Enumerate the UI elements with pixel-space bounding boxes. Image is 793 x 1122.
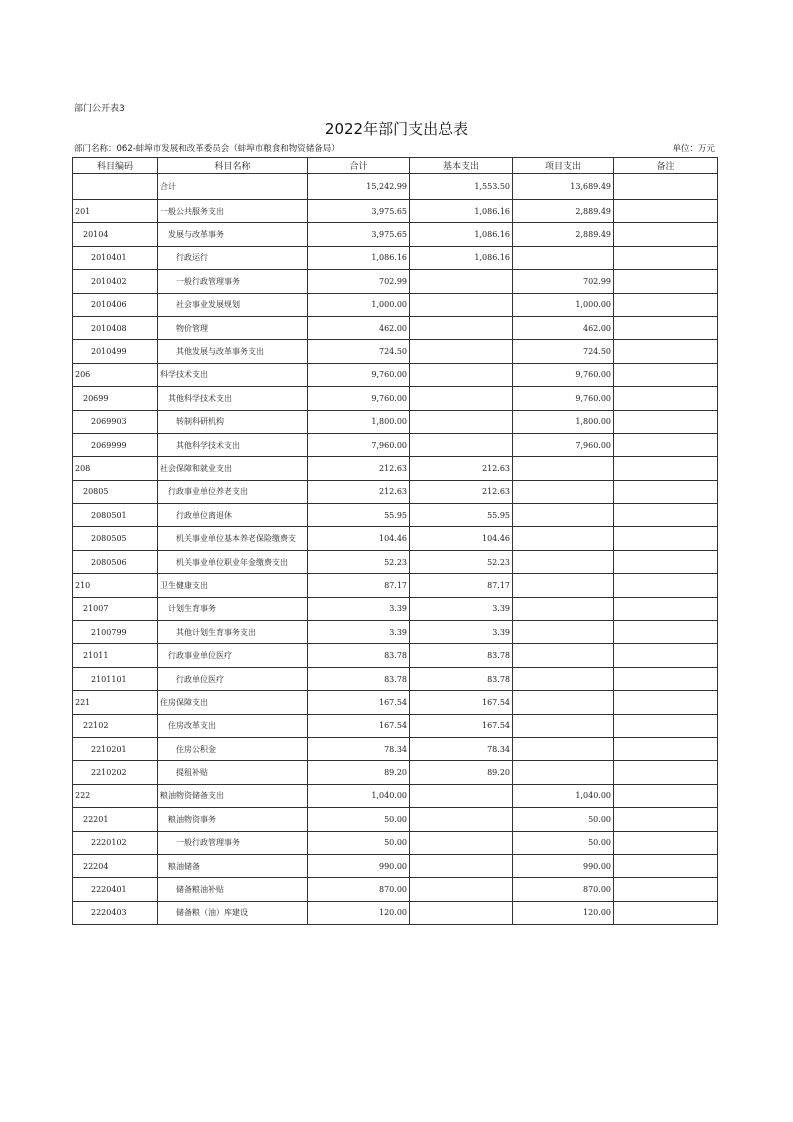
cell-total: 212.63 bbox=[308, 480, 410, 503]
cell-note bbox=[614, 667, 718, 690]
cell-basic: 78.34 bbox=[410, 737, 513, 760]
cell-basic bbox=[410, 316, 513, 339]
cell-note bbox=[614, 223, 718, 246]
cell-code: 206 bbox=[73, 363, 158, 386]
header-note: 备注 bbox=[614, 158, 718, 174]
cell-project bbox=[513, 667, 614, 690]
cell-total: 3.39 bbox=[308, 621, 410, 644]
cell-name: 其他计划生育事务支出 bbox=[158, 621, 308, 644]
cell-note bbox=[614, 808, 718, 831]
header-total: 合计 bbox=[308, 158, 410, 174]
cell-code: 21007 bbox=[73, 597, 158, 620]
cell-code: 2080505 bbox=[73, 527, 158, 550]
cell-total: 50.00 bbox=[308, 831, 410, 854]
cell-code: 2010402 bbox=[73, 270, 158, 293]
table-row bbox=[73, 246, 718, 269]
cell-name: 一般公共服务支出 bbox=[158, 200, 308, 223]
header-project: 项目支出 bbox=[513, 158, 614, 174]
cell-total: 9,760.00 bbox=[308, 363, 410, 386]
cell-note bbox=[614, 433, 718, 456]
table-row bbox=[73, 270, 718, 293]
cell-code: 208 bbox=[73, 457, 158, 480]
table-row bbox=[73, 878, 718, 901]
cell-note bbox=[614, 550, 718, 573]
cell-basic bbox=[410, 387, 513, 410]
table-row bbox=[73, 901, 718, 924]
cell-code: 2220401 bbox=[73, 878, 158, 901]
cell-note bbox=[614, 901, 718, 924]
cell-code: 2010499 bbox=[73, 340, 158, 363]
cell-project: 702.99 bbox=[513, 270, 614, 293]
cell-name: 储备粮（油）库建设 bbox=[158, 901, 308, 924]
cell-code: 2100799 bbox=[73, 621, 158, 644]
cell-total: 724.50 bbox=[308, 340, 410, 363]
cell-code: 22102 bbox=[73, 714, 158, 737]
cell-total: 15,242.99 bbox=[308, 174, 410, 200]
cell-name: 一般行政管理事务 bbox=[158, 270, 308, 293]
header-basic: 基本支出 bbox=[410, 158, 513, 174]
cell-note bbox=[614, 714, 718, 737]
table-row bbox=[73, 667, 718, 690]
cell-project: 13,689.49 bbox=[513, 174, 614, 200]
cell-name: 住房保障支出 bbox=[158, 691, 308, 714]
cell-total: 990.00 bbox=[308, 854, 410, 877]
cell-project: 724.50 bbox=[513, 340, 614, 363]
cell-project: 1,800.00 bbox=[513, 410, 614, 433]
cell-project bbox=[513, 480, 614, 503]
cell-code bbox=[73, 174, 158, 200]
cell-total: 3.39 bbox=[308, 597, 410, 620]
cell-total: 1,086.16 bbox=[308, 246, 410, 269]
cell-total: 9,760.00 bbox=[308, 387, 410, 410]
cell-project bbox=[513, 737, 614, 760]
cell-basic: 1,553.50 bbox=[410, 174, 513, 200]
cell-total: 1,040.00 bbox=[308, 784, 410, 807]
cell-basic: 212.63 bbox=[410, 457, 513, 480]
cell-project bbox=[513, 246, 614, 269]
cell-basic: 212.63 bbox=[410, 480, 513, 503]
table-row bbox=[73, 644, 718, 667]
cell-code: 2220102 bbox=[73, 831, 158, 854]
table-row bbox=[73, 410, 718, 433]
cell-total: 78.34 bbox=[308, 737, 410, 760]
cell-name: 卫生健康支出 bbox=[158, 574, 308, 597]
cell-total: 83.78 bbox=[308, 667, 410, 690]
cell-note bbox=[614, 340, 718, 363]
table-row bbox=[73, 574, 718, 597]
cell-basic: 3.39 bbox=[410, 621, 513, 644]
cell-name: 物价管理 bbox=[158, 316, 308, 339]
cell-basic bbox=[410, 901, 513, 924]
cell-note bbox=[614, 363, 718, 386]
table-row bbox=[73, 223, 718, 246]
department-name: 部门名称：062-蚌埠市发展和改革委员会（蚌埠市粮食和物资储备局） bbox=[74, 144, 340, 154]
cell-code: 2080506 bbox=[73, 550, 158, 573]
cell-project bbox=[513, 761, 614, 784]
cell-project bbox=[513, 691, 614, 714]
cell-total: 462.00 bbox=[308, 316, 410, 339]
header-name: 科目名称 bbox=[158, 158, 308, 174]
table-row bbox=[73, 831, 718, 854]
cell-name: 住房公积金 bbox=[158, 737, 308, 760]
cell-code: 2210201 bbox=[73, 737, 158, 760]
cell-project: 50.00 bbox=[513, 808, 614, 831]
cell-note bbox=[614, 574, 718, 597]
page-title: 2022年部门支出总表 bbox=[324, 120, 469, 138]
cell-name: 行政单位医疗 bbox=[158, 667, 308, 690]
table-row bbox=[73, 293, 718, 316]
cell-total: 104.46 bbox=[308, 527, 410, 550]
cell-name: 行政单位离退休 bbox=[158, 504, 308, 527]
cell-note bbox=[614, 504, 718, 527]
cell-code: 2069999 bbox=[73, 433, 158, 456]
table-row bbox=[73, 691, 718, 714]
cell-code: 2080501 bbox=[73, 504, 158, 527]
cell-note bbox=[614, 246, 718, 269]
table-header-row bbox=[73, 158, 718, 174]
cell-project: 1,040.00 bbox=[513, 784, 614, 807]
cell-total: 87.17 bbox=[308, 574, 410, 597]
cell-project: 1,000.00 bbox=[513, 293, 614, 316]
cell-total: 52.23 bbox=[308, 550, 410, 573]
cell-basic bbox=[410, 831, 513, 854]
cell-name: 发展与改革事务 bbox=[158, 223, 308, 246]
cell-basic bbox=[410, 784, 513, 807]
cell-basic: 1,086.16 bbox=[410, 200, 513, 223]
cell-note bbox=[614, 293, 718, 316]
table-row bbox=[73, 527, 718, 550]
cell-basic: 83.78 bbox=[410, 644, 513, 667]
cell-basic: 1,086.16 bbox=[410, 246, 513, 269]
table-row bbox=[73, 340, 718, 363]
cell-total: 870.00 bbox=[308, 878, 410, 901]
cell-name: 储备粮油补贴 bbox=[158, 878, 308, 901]
cell-project bbox=[513, 714, 614, 737]
cell-code: 20699 bbox=[73, 387, 158, 410]
cell-total: 55.95 bbox=[308, 504, 410, 527]
cell-basic: 167.54 bbox=[410, 714, 513, 737]
cell-code: 221 bbox=[73, 691, 158, 714]
cell-total: 120.00 bbox=[308, 901, 410, 924]
cell-name: 转制科研机构 bbox=[158, 410, 308, 433]
cell-name: 行政运行 bbox=[158, 246, 308, 269]
cell-total: 3,975.65 bbox=[308, 223, 410, 246]
cell-project bbox=[513, 550, 614, 573]
cell-basic: 104.46 bbox=[410, 527, 513, 550]
cell-note bbox=[614, 691, 718, 714]
cell-code: 2010401 bbox=[73, 246, 158, 269]
cell-basic bbox=[410, 270, 513, 293]
cell-note bbox=[614, 831, 718, 854]
cell-basic: 87.17 bbox=[410, 574, 513, 597]
cell-project bbox=[513, 504, 614, 527]
cell-code: 2069903 bbox=[73, 410, 158, 433]
cell-note bbox=[614, 878, 718, 901]
cell-basic: 89.20 bbox=[410, 761, 513, 784]
cell-project: 2,889.49 bbox=[513, 200, 614, 223]
cell-name: 科学技术支出 bbox=[158, 363, 308, 386]
cell-note bbox=[614, 854, 718, 877]
cell-basic bbox=[410, 433, 513, 456]
cell-project: 990.00 bbox=[513, 854, 614, 877]
table-row bbox=[73, 621, 718, 644]
cell-note bbox=[614, 200, 718, 223]
cell-code: 222 bbox=[73, 784, 158, 807]
cell-code: 2210202 bbox=[73, 761, 158, 784]
cell-code: 22201 bbox=[73, 808, 158, 831]
cell-note bbox=[614, 644, 718, 667]
cell-name: 行政事业单位养老支出 bbox=[158, 480, 308, 503]
cell-code: 21011 bbox=[73, 644, 158, 667]
cell-code: 2220403 bbox=[73, 901, 158, 924]
table-row bbox=[73, 316, 718, 339]
cell-total: 702.99 bbox=[308, 270, 410, 293]
cell-code: 2010408 bbox=[73, 316, 158, 339]
table-row bbox=[73, 480, 718, 503]
cell-name: 提租补贴 bbox=[158, 761, 308, 784]
cell-code: 201 bbox=[73, 200, 158, 223]
table-row bbox=[73, 808, 718, 831]
cell-name: 住房改革支出 bbox=[158, 714, 308, 737]
cell-note bbox=[614, 621, 718, 644]
cell-note bbox=[614, 270, 718, 293]
cell-basic: 1,086.16 bbox=[410, 223, 513, 246]
cell-basic bbox=[410, 363, 513, 386]
table-row bbox=[73, 174, 718, 200]
cell-name: 粮油储备 bbox=[158, 854, 308, 877]
cell-project: 7,960.00 bbox=[513, 433, 614, 456]
table-row bbox=[73, 387, 718, 410]
table-row bbox=[73, 550, 718, 573]
table-row bbox=[73, 200, 718, 223]
table-row bbox=[73, 714, 718, 737]
cell-project bbox=[513, 621, 614, 644]
cell-project bbox=[513, 597, 614, 620]
cell-note bbox=[614, 784, 718, 807]
cell-name: 机关事业单位基本养老保险缴费支 bbox=[158, 527, 308, 550]
cell-project: 9,760.00 bbox=[513, 387, 614, 410]
form-number: 部门公开表3 bbox=[74, 104, 125, 114]
cell-name: 其他发展与改革事务支出 bbox=[158, 340, 308, 363]
cell-note bbox=[614, 174, 718, 200]
cell-note bbox=[614, 737, 718, 760]
cell-basic bbox=[410, 878, 513, 901]
cell-project bbox=[513, 527, 614, 550]
cell-project: 50.00 bbox=[513, 831, 614, 854]
cell-note bbox=[614, 410, 718, 433]
cell-total: 7,960.00 bbox=[308, 433, 410, 456]
cell-total: 89.20 bbox=[308, 761, 410, 784]
cell-note bbox=[614, 480, 718, 503]
table-row bbox=[73, 784, 718, 807]
cell-project bbox=[513, 574, 614, 597]
cell-code: 210 bbox=[73, 574, 158, 597]
table-row bbox=[73, 597, 718, 620]
cell-name: 其他科学技术支出 bbox=[158, 387, 308, 410]
cell-name: 计划生育事务 bbox=[158, 597, 308, 620]
cell-total: 1,800.00 bbox=[308, 410, 410, 433]
cell-basic: 167.54 bbox=[410, 691, 513, 714]
cell-project: 870.00 bbox=[513, 878, 614, 901]
cell-total: 3,975.65 bbox=[308, 200, 410, 223]
cell-note bbox=[614, 316, 718, 339]
cell-name: 合计 bbox=[158, 174, 308, 200]
cell-basic bbox=[410, 340, 513, 363]
cell-note bbox=[614, 597, 718, 620]
cell-name: 粮油物资事务 bbox=[158, 808, 308, 831]
cell-name: 社会事业发展规划 bbox=[158, 293, 308, 316]
cell-total: 50.00 bbox=[308, 808, 410, 831]
cell-total: 83.78 bbox=[308, 644, 410, 667]
cell-total: 212.63 bbox=[308, 457, 410, 480]
cell-code: 2101101 bbox=[73, 667, 158, 690]
cell-basic bbox=[410, 410, 513, 433]
cell-project bbox=[513, 644, 614, 667]
cell-basic: 52.23 bbox=[410, 550, 513, 573]
cell-name: 其他科学技术支出 bbox=[158, 433, 308, 456]
cell-code: 2010406 bbox=[73, 293, 158, 316]
cell-total: 1,000.00 bbox=[308, 293, 410, 316]
cell-code: 20805 bbox=[73, 480, 158, 503]
cell-name: 粮油物资储备支出 bbox=[158, 784, 308, 807]
cell-basic bbox=[410, 854, 513, 877]
cell-code: 20104 bbox=[73, 223, 158, 246]
table-row bbox=[73, 504, 718, 527]
table-row bbox=[73, 761, 718, 784]
table-row bbox=[73, 433, 718, 456]
expenditure-table bbox=[72, 157, 718, 925]
table-row bbox=[73, 737, 718, 760]
cell-basic: 55.95 bbox=[410, 504, 513, 527]
cell-basic: 3.39 bbox=[410, 597, 513, 620]
cell-project: 120.00 bbox=[513, 901, 614, 924]
cell-code: 22204 bbox=[73, 854, 158, 877]
cell-name: 社会保障和就业支出 bbox=[158, 457, 308, 480]
cell-name: 一般行政管理事务 bbox=[158, 831, 308, 854]
table-row bbox=[73, 457, 718, 480]
cell-total: 167.54 bbox=[308, 714, 410, 737]
cell-note bbox=[614, 387, 718, 410]
cell-project: 462.00 bbox=[513, 316, 614, 339]
cell-name: 行政事业单位医疗 bbox=[158, 644, 308, 667]
table-row bbox=[73, 363, 718, 386]
cell-project: 2,889.49 bbox=[513, 223, 614, 246]
cell-total: 167.54 bbox=[308, 691, 410, 714]
cell-project: 9,760.00 bbox=[513, 363, 614, 386]
cell-basic: 83.78 bbox=[410, 667, 513, 690]
cell-basic bbox=[410, 808, 513, 831]
cell-note bbox=[614, 457, 718, 480]
table-row bbox=[73, 854, 718, 877]
cell-note bbox=[614, 527, 718, 550]
unit-label: 单位：万元 bbox=[672, 144, 715, 154]
cell-name: 机关事业单位职业年金缴费支出 bbox=[158, 550, 308, 573]
cell-note bbox=[614, 761, 718, 784]
cell-basic bbox=[410, 293, 513, 316]
header-code: 科目编码 bbox=[73, 158, 158, 174]
cell-project bbox=[513, 457, 614, 480]
